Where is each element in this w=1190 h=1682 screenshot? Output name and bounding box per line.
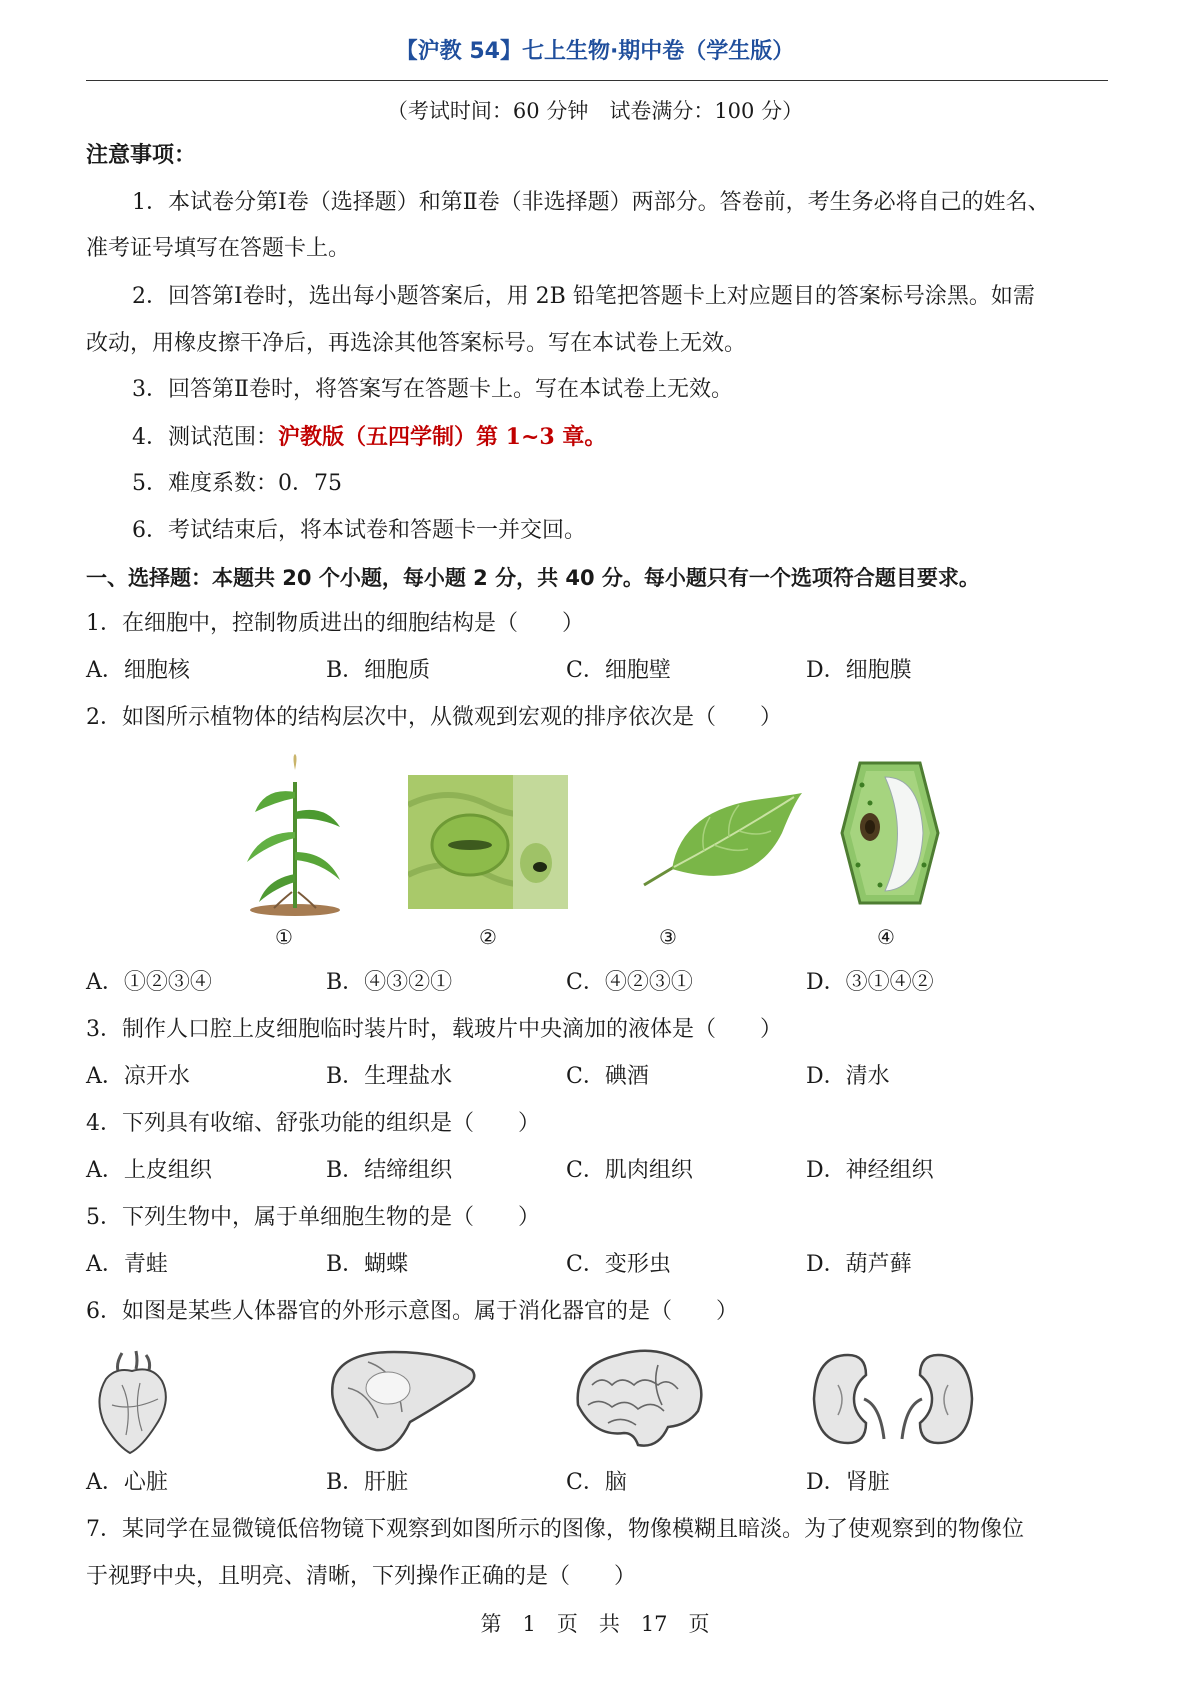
notice-item-4-prefix: 4．测试范围：: [132, 425, 278, 450]
notice-item-2-cont: 改动，用橡皮擦干净后，再选涂其他答案标号。写在本试卷上无效。: [86, 331, 747, 356]
question-6-option-b[interactable]: B．肝脏: [326, 1470, 409, 1495]
test-scope: 沪教版（五四学制）第 1~3 章。: [278, 424, 607, 450]
notice-item-6: 6．考试结束后，将本试卷和答题卡一并交回。: [132, 518, 586, 543]
question-5-option-c[interactable]: C．变形虫: [566, 1252, 671, 1277]
stomata-figure: [408, 775, 568, 909]
notice-item-3: 3．回答第Ⅱ卷时，将答案写在答题卡上。写在本试卷上无效。: [132, 377, 733, 402]
question-6-option-c[interactable]: C．脑: [566, 1470, 627, 1495]
question-2-stem: 2．如图所示植物体的结构层次中，从微观到宏观的排序依次是（ ）: [86, 705, 782, 730]
question-5-stem: 5．下列生物中，属于单细胞生物的是（ ）: [86, 1205, 540, 1230]
question-1-stem: 1．在细胞中，控制物质进出的细胞结构是（ ）: [86, 611, 584, 636]
notice-heading: 注意事项：: [86, 143, 197, 168]
figure-label-4: ④: [877, 925, 895, 949]
notice-item-1: 1．本试卷分第Ⅰ卷（选择题）和第Ⅱ卷（非选择题）两部分。答卷前，考生务必将自己的姓名、: [132, 190, 1050, 215]
question-4-option-b[interactable]: B．结缔组织: [326, 1158, 453, 1183]
question-3-option-d[interactable]: D．清水: [806, 1064, 890, 1089]
question-2-option-b[interactable]: B．④③②①: [326, 970, 453, 995]
leaf-figure: [634, 785, 804, 895]
question-1-option-c[interactable]: C．细胞壁: [566, 658, 671, 683]
question-6-option-a[interactable]: A．心脏: [86, 1470, 168, 1495]
question-1-option-a[interactable]: A．细胞核: [86, 658, 190, 683]
question-3-option-c[interactable]: C．碘酒: [566, 1064, 649, 1089]
question-2-option-a[interactable]: A．①②③④: [86, 970, 212, 995]
question-4-stem: 4．下列具有收缩、舒张功能的组织是（ ）: [86, 1111, 540, 1136]
figure-label-1: ①: [275, 925, 293, 949]
question-3-option-a[interactable]: A．凉开水: [86, 1064, 190, 1089]
question-1-option-d[interactable]: D．细胞膜: [806, 658, 912, 683]
question-5-option-a[interactable]: A．青蛙: [86, 1252, 168, 1277]
notice-item-5: 5．难度系数：0．75: [132, 471, 342, 496]
brain-figure: [568, 1345, 708, 1455]
plant-figure: [240, 752, 350, 917]
kidney-figure: [808, 1345, 978, 1455]
question-2-option-d[interactable]: D．③①④②: [806, 970, 934, 995]
figure-label-2: ②: [479, 925, 497, 949]
figure-label-3: ③: [659, 925, 677, 949]
question-4-option-c[interactable]: C．肌肉组织: [566, 1158, 693, 1183]
title-divider: [86, 80, 1108, 81]
exam-info: （考试时间：60 分钟 试卷满分：100 分）: [386, 99, 804, 123]
page-footer: 第 1 页 共 17 页: [480, 1612, 710, 1636]
notice-item-2: 2．回答第Ⅰ卷时，选出每小题答案后，用 2B 铅笔把答题卡上对应题目的答案标号涂黑。如需: [132, 284, 1035, 309]
question-1-option-b[interactable]: B．细胞质: [326, 658, 431, 683]
notice-item-1-cont: 准考证号填写在答题卡上。: [86, 236, 351, 261]
heart-figure: [92, 1345, 172, 1455]
question-3-option-b[interactable]: B．生理盐水: [326, 1064, 453, 1089]
question-7-stem-cont: 于视野中央，且明亮、清晰，下列操作正确的是（ ）: [86, 1564, 637, 1589]
section-heading: 一、选择题：本题共 20 个小题，每小题 2 分，共 40 分。每小题只有一个选项符合题目要求。: [86, 566, 980, 590]
question-3-stem: 3．制作人口腔上皮细胞临时装片时，载玻片中央滴加的液体是（ ）: [86, 1017, 782, 1042]
question-7-stem: 7．某同学在显微镜低倍物镜下观察到如图所示的图像，物像模糊且暗淡。为了使观察到的物像位: [86, 1517, 1025, 1542]
question-4-option-a[interactable]: A．上皮组织: [86, 1158, 212, 1183]
question-6-option-d[interactable]: D．肾脏: [806, 1470, 890, 1495]
question-5-option-d[interactable]: D．葫芦藓: [806, 1252, 912, 1277]
question-2-option-c[interactable]: C．④②③①: [566, 970, 693, 995]
notice-item-4: [132, 422, 606, 453]
liver-figure: [328, 1348, 478, 1453]
page-title: 【沪教 54】七上生物·期中卷（学生版）: [395, 39, 795, 64]
question-4-option-d[interactable]: D．神经组织: [806, 1158, 934, 1183]
plant-cell-figure: [840, 755, 940, 910]
question-5-option-b[interactable]: B．蝴蝶: [326, 1252, 409, 1277]
question-6-stem: 6．如图是某些人体器官的外形示意图。属于消化器官的是（ ）: [86, 1299, 738, 1324]
